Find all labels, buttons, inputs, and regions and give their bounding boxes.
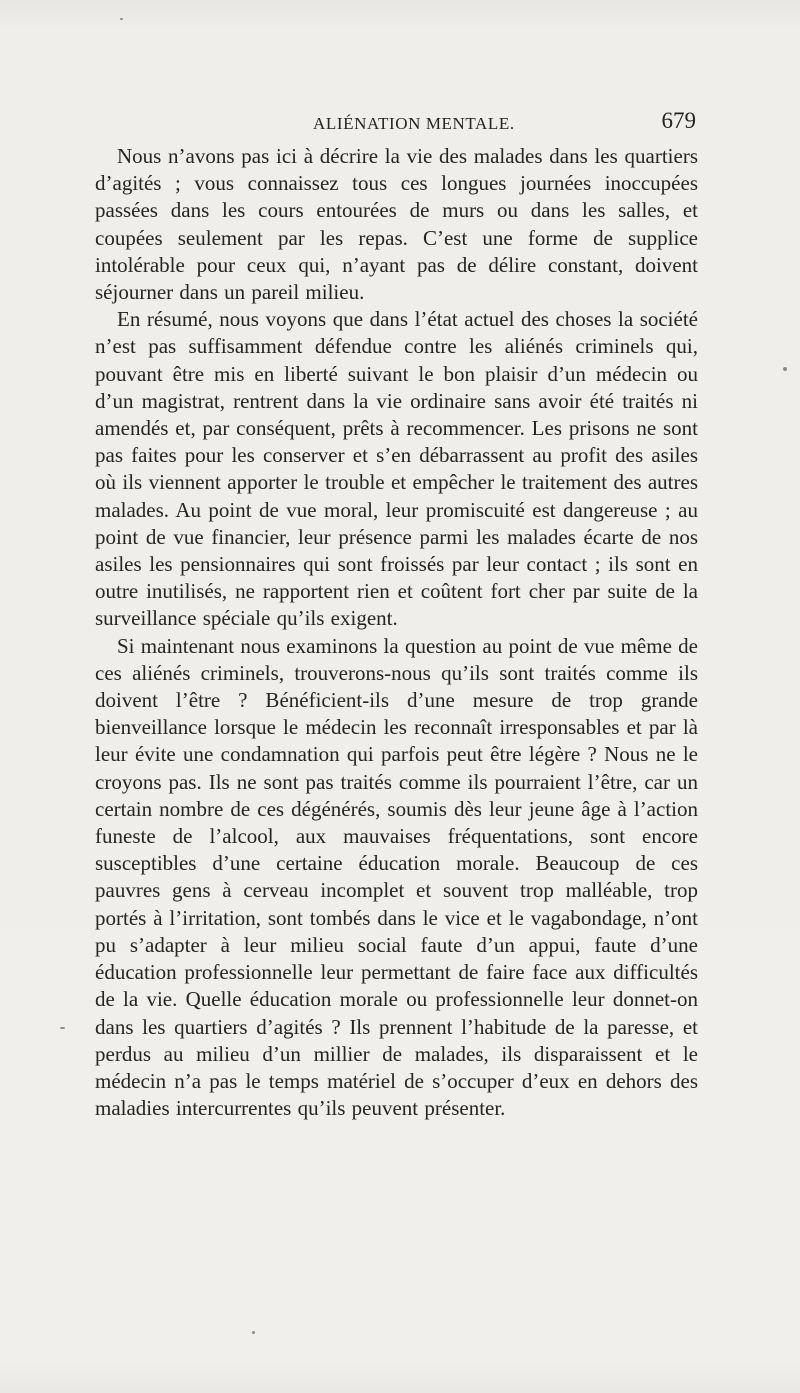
paper-speck — [783, 367, 787, 371]
page-header — [95, 108, 698, 138]
paragraph-2: En résumé, nous voyons que dans l’état actuel des choses la société n’est pas suffisamment défendue contre les aliénés criminels qui, pouvant être mis en liberté suivant le bon plaisir d’un médecin ou d’un magistrat, rentrent dans la vie ordinaire sans avoir été traités ni amendés et, par conséquent, prêts à recommencer. Les prisons ne sont pas faites pour les conserver et s’en débarrassent au profit des asiles où ils viennent apporter le trouble et empêcher le traitement des autres malades. Au point de vue moral, leur promiscuité est dangereuse ; au point de vue financier, leur présence parmi les malades écarte de nos asiles les pensionnaires qui sont froissés par leur contact ; ils sont en outre inutilisés, ne rapportent rien et coûtent fort cher par suite de la surveillance spéciale qu’ils exigent. — [95, 307, 698, 631]
page-number: 679 — [661, 108, 696, 133]
paper-speck — [252, 1331, 255, 1334]
paragraph-3: Si maintenant nous examinons la question au point de vue même de ces aliénés criminels, trouverons-nous qu’ils sont traités comme ils doivent l’être ? Bénéficient-ils d’une mesure de trop grande bienveillance lorsque le médecin les reconnaît irresponsables et par là leur évite une condamnation qui parfois peut être légère ? Nous ne le croyons pas. Ils ne sont pas traités comme ils pourraient l’être, car un certain nombre de ces dégénérés, soumis dès leur jeune âge à l’action funeste de l’alcool, aux mauvaises fréquentations, sont encore susceptibles d’une certaine éducation morale. Beaucoup de ces pauvres gens à cerveau incomplet et souvent trop malléable, trop portés à l’irritation, sont tombés dans le vice et le vagabondage, n’ont pu s’adapter à leur milieu social faute d’un appui, faute d’une éducation professionnelle leur permettant de faire face aux difficultés de la vie. Quelle éducation morale ou professionnelle leur donnet-on dans les quartiers d’agités ? Ils prennent l’habitude de la paresse, et perdus au milieu d’un millier de malades, ils disparaissent et le médecin n’a pas le temps matériel de s’occuper d’eux en dehors des maladies intercurrentes qu’ils peuvent présenter. — [95, 633, 698, 1121]
paper-speck — [120, 18, 123, 20]
running-title: ALIÉNATION MENTALE. — [313, 114, 515, 133]
paragraph-1: Nous n’avons pas ici à décrire la vie des malades dans les quartiers d’agités ; vous connaissez tous ces longues journées inoccupées passées dans les cours entourées de murs ou dans les salles, et coupées seulement par les repas. C’est une forme de supplice intolérable pour ceux qui, n’ayant pas de délire constant, doivent séjourner dans un pareil milieu. — [95, 144, 698, 305]
body-text — [95, 143, 698, 1122]
paper-speck — [60, 1027, 65, 1029]
